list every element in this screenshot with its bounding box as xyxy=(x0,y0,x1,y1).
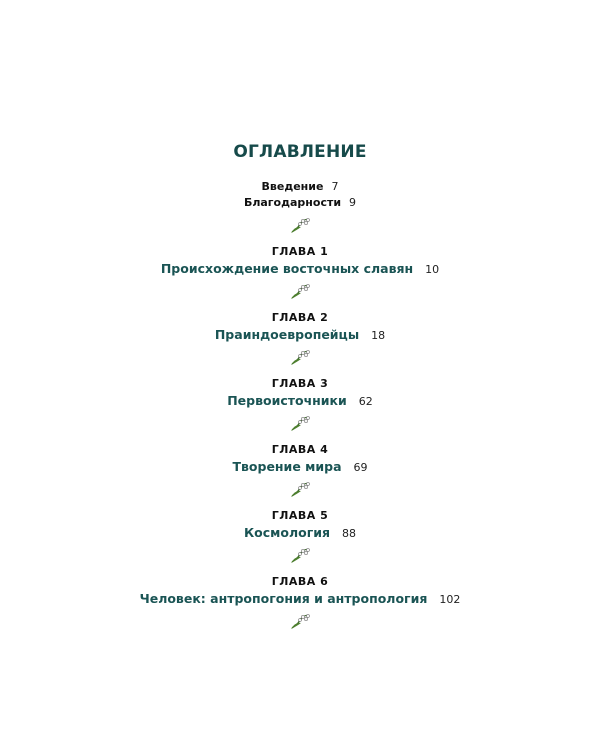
chapter-title: Первоисточники xyxy=(227,393,347,408)
chapter-label: ГЛАВА 1 xyxy=(271,245,329,258)
chapter-entry-4[interactable] xyxy=(0,459,600,476)
page-number: 9 xyxy=(349,196,357,209)
lily-of-the-valley-icon xyxy=(289,612,311,630)
chapter-label: ГЛАВА 3 xyxy=(271,377,329,390)
chapter-title: Творение мира xyxy=(232,459,342,474)
page-title: ОГЛАВЛЕНИЕ xyxy=(233,142,367,162)
lily-of-the-valley-icon xyxy=(289,216,311,234)
chapter-title: Происхождение восточных славян xyxy=(160,261,414,276)
front-matter-label: Благодарности xyxy=(243,196,342,209)
chapter-title: Праиндоевропейцы xyxy=(214,327,360,342)
page-number: 10 xyxy=(425,263,440,276)
page-number: 18 xyxy=(371,329,386,342)
chapter-title: Человек: антропогония и антропология xyxy=(139,591,428,606)
chapter-label: ГЛАВА 2 xyxy=(271,311,329,324)
page-number: 7 xyxy=(331,180,339,193)
lily-of-the-valley-icon xyxy=(289,546,311,564)
front-matter-item-introduction[interactable] xyxy=(0,180,600,194)
chapter-entry-1[interactable] xyxy=(0,261,600,278)
lily-of-the-valley-icon xyxy=(289,480,311,498)
front-matter-label: Введение xyxy=(261,180,324,193)
front-matter-item-acknowledgements[interactable] xyxy=(0,196,600,210)
chapter-label: ГЛАВА 6 xyxy=(271,575,329,588)
chapter-entry-3[interactable] xyxy=(0,393,600,410)
lily-of-the-valley-icon xyxy=(289,348,311,366)
page-number: 69 xyxy=(353,461,368,474)
page-number: 88 xyxy=(342,527,357,540)
chapter-entry-6[interactable] xyxy=(0,591,600,608)
chapter-title: Космология xyxy=(243,525,331,540)
chapter-label: ГЛАВА 5 xyxy=(271,509,329,522)
lily-of-the-valley-icon xyxy=(289,282,311,300)
lily-of-the-valley-icon xyxy=(289,414,311,432)
chapter-entry-5[interactable] xyxy=(0,525,600,542)
chapter-label: ГЛАВА 4 xyxy=(271,443,329,456)
page-number: 102 xyxy=(439,593,461,606)
chapter-entry-2[interactable] xyxy=(0,327,600,344)
page-number: 62 xyxy=(358,395,373,408)
